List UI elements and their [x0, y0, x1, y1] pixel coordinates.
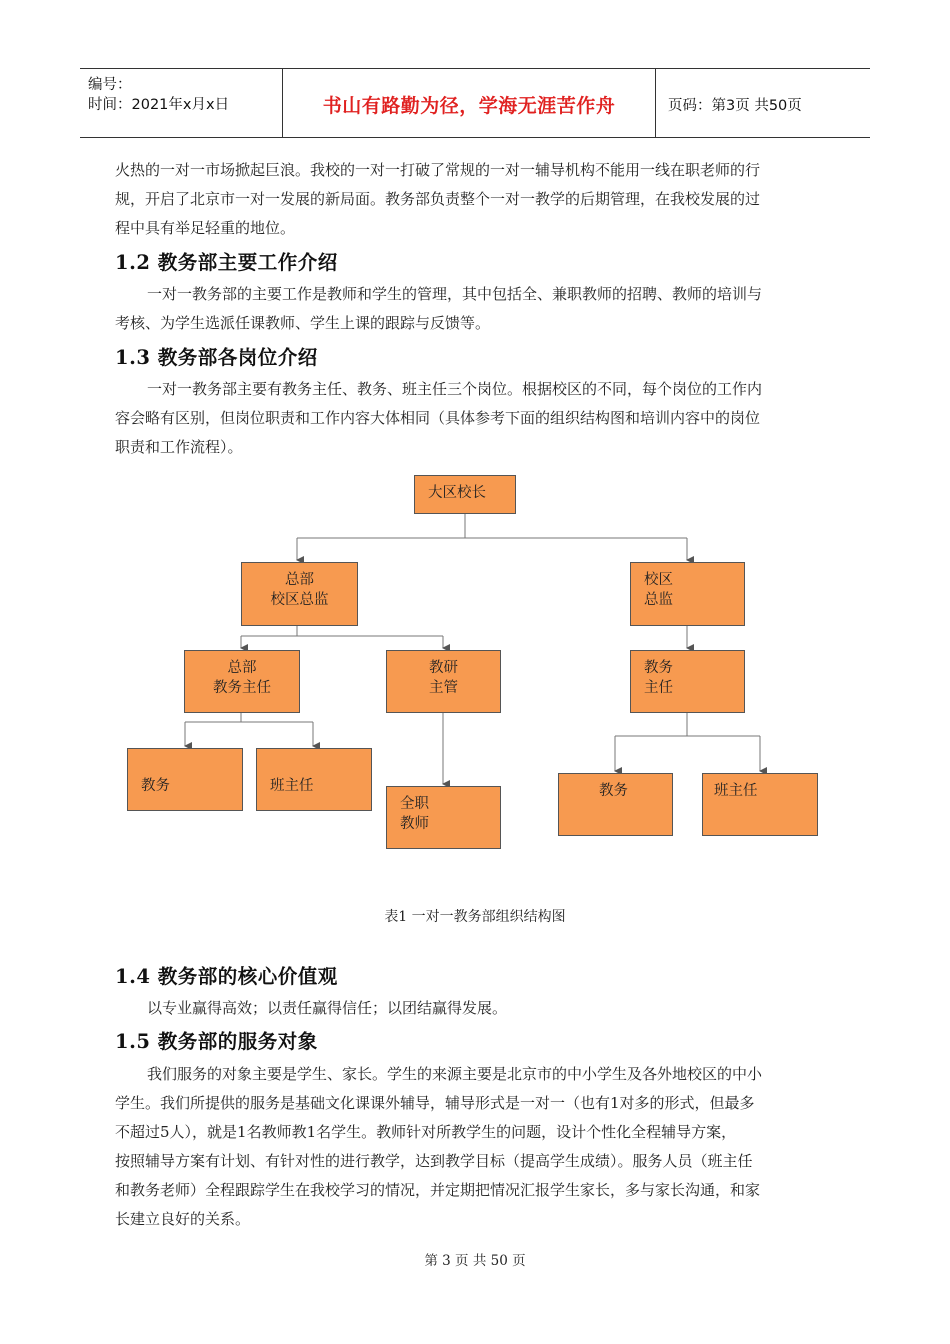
- org-box-label: 总部: [285, 572, 314, 588]
- page-footer: 第 3 页 共 50 页: [424, 1253, 526, 1269]
- org-box-label: 班主任: [714, 783, 758, 799]
- org-box-label: 主任: [644, 680, 673, 696]
- org-box-campus-director: [630, 562, 745, 626]
- org-box-label: 校区: [644, 572, 673, 588]
- figure-caption: 表1 一对一教务部组织结构图: [384, 909, 566, 925]
- org-box-campus-staff: [558, 773, 673, 836]
- org-box-hq-dean: [184, 650, 300, 713]
- section-heading-1-5: 1.5 教务部的服务对象: [115, 1030, 318, 1053]
- text-line: 以专业赢得高效；以责任赢得信任；以团结赢得发展。: [147, 999, 508, 1017]
- org-box-research-head: [386, 650, 501, 713]
- org-box-label: 班主任: [270, 778, 314, 794]
- section-heading-1-2: 1.2 教务部主要工作介绍: [115, 251, 338, 274]
- org-box-label: 总监: [644, 592, 673, 608]
- text-line: 职责和工作流程）。: [115, 438, 243, 456]
- org-box-label: 大区校长: [428, 485, 486, 501]
- text-line: 和教务老师）全程跟踪学生在我校学习的情况，并定期把情况汇报学生家长，多与家长沟通，和家: [115, 1181, 761, 1199]
- section-1-4-paragraph: [115, 994, 837, 1023]
- org-box-label: 教师: [400, 816, 429, 832]
- number-label: 编号：: [88, 77, 132, 93]
- header-motto: 书山有路勤为径，学海无涯苦作舟: [322, 95, 616, 117]
- org-box-label: 教务: [599, 783, 628, 799]
- org-box-label: 总部: [227, 660, 257, 676]
- org-box-label: 主管: [429, 680, 458, 696]
- org-box-hq-class-teacher: [256, 748, 372, 811]
- text-line: 考核、为学生选派任课教师、学生上课的跟踪与反馈等。: [115, 314, 491, 332]
- org-box-regional-principal: [414, 475, 516, 514]
- section-heading-1-4: 1.4 教务部的核心价值观: [115, 965, 338, 988]
- org-box-label: 教务: [644, 660, 673, 676]
- section-1-5-paragraph: [115, 1060, 837, 1234]
- text-line: 一对一教务部主要有教务主任、教务、班主任三个岗位。根据校区的不同，每个岗位的工作内: [147, 380, 763, 398]
- section-heading-1-3: 1.3 教务部各岗位介绍: [115, 346, 318, 369]
- text-line: 容会略有区别，但岗位职责和工作内容大体相同（具体参考下面的组织结构图和培训内容中的岗位: [115, 409, 761, 427]
- text-line: 学生。我们所提供的服务是基础文化课课外辅导，辅导形式是一对一（也有1对多的形式，但最多: [115, 1094, 755, 1112]
- page-number-label: 页码：第3页 共50页: [668, 98, 802, 114]
- text-line: 按照辅导方案有计划、有针对性的进行教学，达到教学目标（提高学生成绩）。服务人员（班主任: [115, 1152, 753, 1170]
- org-box-label: 教务: [141, 778, 170, 794]
- org-box-fulltime-teacher: [386, 786, 501, 849]
- org-box-hq-director: [241, 562, 358, 626]
- org-box-label: 校区总监: [270, 592, 329, 608]
- org-box-label: 教研: [429, 660, 458, 676]
- org-box-campus-dean: [630, 650, 745, 713]
- text-line: 火热的一对一市场掀起巨浪。我校的一对一打破了常规的一对一辅导机构不能用一线在职老师的行: [115, 161, 761, 179]
- text-line: 一对一教务部的主要工作是教师和学生的管理，其中包括全、兼职教师的招聘、教师的培训与: [147, 285, 763, 303]
- text-line: 长建立良好的关系。: [115, 1210, 251, 1228]
- org-box-campus-class-teacher: [702, 773, 818, 836]
- text-line: 不超过5人），就是1名教师教1名学生。教师针对所教学生的问题，设计个性化全程辅导方案，: [115, 1123, 737, 1141]
- org-box-label: 全职: [400, 796, 429, 812]
- date-label: 时间：2021年x月x日: [88, 97, 230, 113]
- text-line: 我们服务的对象主要是学生、家长。学生的来源主要是北京市的中小学生及各外地校区的中小: [147, 1065, 763, 1083]
- text-line: 程中具有举足轻重的地位。: [115, 219, 296, 237]
- org-box-hq-staff: [127, 748, 243, 811]
- org-box-label: 教务主任: [213, 680, 271, 696]
- text-line: 规，开启了北京市一对一发展的新局面。教务部负责整个一对一教学的后期管理，在我校发展的过: [115, 190, 761, 208]
